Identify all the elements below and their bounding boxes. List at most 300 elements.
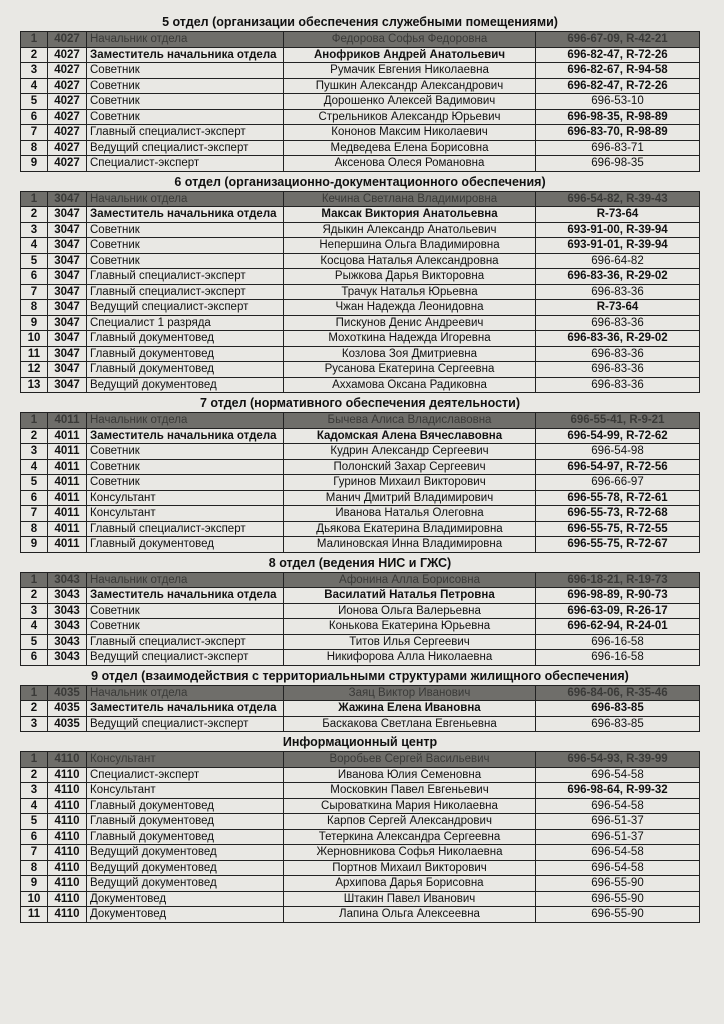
position-cell: Главный документовед (87, 798, 284, 814)
full-name-cell: Ионова Ольга Валерьевна (284, 603, 536, 619)
room-code-cell: 3047 (48, 331, 87, 347)
table-row (21, 829, 700, 845)
full-name-cell: Конькова Екатерина Юрьевна (284, 619, 536, 635)
table-row (21, 377, 700, 393)
phone-cell: 696-83-36 (536, 284, 700, 300)
position-cell: Консультант (87, 490, 284, 506)
table-row (21, 253, 700, 269)
phone-cell: 696-53-10 (536, 94, 700, 110)
room-code-cell: 4110 (48, 907, 87, 923)
full-name-cell: Аксенова Олеся Романовна (284, 156, 536, 172)
position-cell: Советник (87, 78, 284, 94)
full-name-cell: Козлова Зоя Дмитриевна (284, 346, 536, 362)
row-number-cell: 3 (21, 222, 48, 238)
table-row (21, 572, 700, 588)
table-row (21, 475, 700, 491)
phone-cell: 696-98-35, R-98-89 (536, 109, 700, 125)
position-cell: Консультант (87, 752, 284, 768)
table-row (21, 63, 700, 79)
row-number-cell: 7 (21, 506, 48, 522)
phone-cell: 696-83-36 (536, 377, 700, 393)
row-number-cell: 2 (21, 428, 48, 444)
room-code-cell: 3047 (48, 253, 87, 269)
room-code-cell: 4110 (48, 798, 87, 814)
row-number-cell: 4 (21, 619, 48, 635)
phone-cell: 696-54-58 (536, 845, 700, 861)
room-code-cell: 4110 (48, 860, 87, 876)
row-number-cell: 5 (21, 94, 48, 110)
table-row (21, 207, 700, 223)
table-row (21, 222, 700, 238)
room-code-cell: 3047 (48, 284, 87, 300)
section-table (20, 31, 700, 172)
phone-cell: 696-54-93, R-39-99 (536, 752, 700, 768)
phone-cell: 696-55-75, R-72-67 (536, 537, 700, 553)
room-code-cell: 3047 (48, 222, 87, 238)
phone-cell: 696-67-09, R-42-21 (536, 32, 700, 48)
table-row (21, 521, 700, 537)
position-cell: Специалист-эксперт (87, 156, 284, 172)
table-row (21, 362, 700, 378)
full-name-cell: Кудрин Александр Сергеевич (284, 444, 536, 460)
room-code-cell: 4110 (48, 829, 87, 845)
phone-cell: 696-55-41, R-9-21 (536, 413, 700, 429)
full-name-cell: Штакин Павел Иванович (284, 891, 536, 907)
phone-cell: 696-82-47, R-72-26 (536, 47, 700, 63)
row-number-cell: 6 (21, 109, 48, 125)
full-name-cell: Стрельников Александр Юрьевич (284, 109, 536, 125)
phone-cell: 696-64-82 (536, 253, 700, 269)
room-code-cell: 4011 (48, 428, 87, 444)
row-number-cell: 2 (21, 207, 48, 223)
table-row (21, 845, 700, 861)
row-number-cell: 8 (21, 300, 48, 316)
full-name-cell: Портнов Михаил Викторович (284, 860, 536, 876)
phone-cell: 696-84-06, R-35-46 (536, 685, 700, 701)
phone-cell: R-73-64 (536, 207, 700, 223)
room-code-cell: 4110 (48, 814, 87, 830)
phone-cell: R-73-64 (536, 300, 700, 316)
table-row (21, 156, 700, 172)
section-table (20, 572, 700, 666)
phone-cell: 696-83-36 (536, 362, 700, 378)
full-name-cell: Ядыкин Александр Анатольевич (284, 222, 536, 238)
full-name-cell: Чжан Надежда Леонидовна (284, 300, 536, 316)
table-row (21, 685, 700, 701)
position-cell: Заместитель начальника отдела (87, 47, 284, 63)
row-number-cell: 1 (21, 191, 48, 207)
full-name-cell: Иванова Наталья Олеговна (284, 506, 536, 522)
row-number-cell: 8 (21, 521, 48, 537)
position-cell: Ведущий специалист-эксперт (87, 716, 284, 732)
full-name-cell: Никифорова Алла Николаевна (284, 650, 536, 666)
row-number-cell: 6 (21, 269, 48, 285)
position-cell: Советник (87, 253, 284, 269)
full-name-cell: Афонина Алла Борисовна (284, 572, 536, 588)
full-name-cell: Кононов Максим Николаевич (284, 125, 536, 141)
row-number-cell: 2 (21, 588, 48, 604)
table-row (21, 191, 700, 207)
phone-cell: 696-18-21, R-19-73 (536, 572, 700, 588)
phone-cell: 696-83-71 (536, 140, 700, 156)
full-name-cell: Дьякова Екатерина Владимировна (284, 521, 536, 537)
phone-cell: 696-51-37 (536, 814, 700, 830)
phone-cell: 696-54-97, R-72-56 (536, 459, 700, 475)
full-name-cell: Косцова Наталья Александровна (284, 253, 536, 269)
room-code-cell: 3047 (48, 300, 87, 316)
position-cell: Главный документовед (87, 814, 284, 830)
position-cell: Ведущий специалист-эксперт (87, 650, 284, 666)
table-row (21, 860, 700, 876)
phone-cell: 696-55-90 (536, 876, 700, 892)
phone-cell: 696-83-70, R-98-89 (536, 125, 700, 141)
row-number-cell: 7 (21, 845, 48, 861)
room-code-cell: 3047 (48, 207, 87, 223)
row-number-cell: 4 (21, 459, 48, 475)
row-number-cell: 7 (21, 125, 48, 141)
full-name-cell: Воробьев Сергей Васильевич (284, 752, 536, 768)
position-cell: Главный документовед (87, 537, 284, 553)
row-number-cell: 10 (21, 891, 48, 907)
row-number-cell: 1 (21, 752, 48, 768)
table-row (21, 490, 700, 506)
table-row (21, 907, 700, 923)
row-number-cell: 6 (21, 829, 48, 845)
full-name-cell: Максак Виктория Анатольевна (284, 207, 536, 223)
position-cell: Заместитель начальника отдела (87, 701, 284, 717)
phone-cell: 696-98-89, R-90-73 (536, 588, 700, 604)
phone-cell: 696-62-94, R-24-01 (536, 619, 700, 635)
position-cell: Главный специалист-эксперт (87, 284, 284, 300)
room-code-cell: 4027 (48, 156, 87, 172)
position-cell: Начальник отдела (87, 191, 284, 207)
table-row (21, 346, 700, 362)
full-name-cell: Заяц Виктор Иванович (284, 685, 536, 701)
position-cell: Главный документовед (87, 346, 284, 362)
room-code-cell: 3043 (48, 603, 87, 619)
position-cell: Советник (87, 603, 284, 619)
position-cell: Ведущий документовед (87, 860, 284, 876)
room-code-cell: 4011 (48, 459, 87, 475)
full-name-cell: Жерновникова Софья Николаевна (284, 845, 536, 861)
row-number-cell: 2 (21, 701, 48, 717)
table-row (21, 603, 700, 619)
phone-cell: 696-54-82, R-39-43 (536, 191, 700, 207)
full-name-cell: Жажина Елена Ивановна (284, 701, 536, 717)
table-row (21, 300, 700, 316)
full-name-cell: Лапина Ольга Алексеевна (284, 907, 536, 923)
full-name-cell: Мохоткина Надежда Игоревна (284, 331, 536, 347)
position-cell: Специалист 1 разряда (87, 315, 284, 331)
table-row (21, 767, 700, 783)
full-name-cell: Непершина Ольга Владимировна (284, 238, 536, 254)
full-name-cell: Кечина Светлана Владимировна (284, 191, 536, 207)
full-name-cell: Анофриков Андрей Анатольевич (284, 47, 536, 63)
row-number-cell: 7 (21, 284, 48, 300)
full-name-cell: Русанова Екатерина Сергеевна (284, 362, 536, 378)
table-row (21, 269, 700, 285)
position-cell: Консультант (87, 506, 284, 522)
room-code-cell: 4027 (48, 125, 87, 141)
room-code-cell: 3047 (48, 191, 87, 207)
phone-directory-document (20, 14, 700, 925)
phone-cell: 696-54-99, R-72-62 (536, 428, 700, 444)
position-cell: Начальник отдела (87, 685, 284, 701)
table-row (21, 315, 700, 331)
phone-cell: 696-55-78, R-72-61 (536, 490, 700, 506)
room-code-cell: 4110 (48, 845, 87, 861)
table-row (21, 444, 700, 460)
room-code-cell: 4110 (48, 891, 87, 907)
full-name-cell: Медведева Елена Борисовна (284, 140, 536, 156)
full-name-cell: Сыроваткина Мария Николаевна (284, 798, 536, 814)
row-number-cell: 6 (21, 650, 48, 666)
room-code-cell: 3043 (48, 650, 87, 666)
room-code-cell: 3047 (48, 377, 87, 393)
row-number-cell: 3 (21, 63, 48, 79)
room-code-cell: 3047 (48, 362, 87, 378)
room-code-cell: 3043 (48, 572, 87, 588)
table-row (21, 650, 700, 666)
full-name-cell: Манич Дмитрий Владимирович (284, 490, 536, 506)
full-name-cell: Аххамова Оксана Радиковна (284, 377, 536, 393)
position-cell: Начальник отдела (87, 32, 284, 48)
section-title: 5 отдел (организации обеспечения служебными помещениями) (162, 15, 558, 29)
table-row (21, 716, 700, 732)
phone-cell: 696-98-64, R-99-32 (536, 783, 700, 799)
phone-cell: 693-91-00, R-39-94 (536, 222, 700, 238)
section-title: Информационный центр (282, 735, 438, 749)
table-row (21, 428, 700, 444)
table-row (21, 78, 700, 94)
row-number-cell: 1 (21, 685, 48, 701)
room-code-cell: 3047 (48, 346, 87, 362)
full-name-cell: Кадомская Алена Вячеславовна (284, 428, 536, 444)
room-code-cell: 4011 (48, 444, 87, 460)
row-number-cell: 9 (21, 315, 48, 331)
table-row (21, 331, 700, 347)
position-cell: Ведущий документовед (87, 876, 284, 892)
room-code-cell: 4027 (48, 32, 87, 48)
position-cell: Консультант (87, 783, 284, 799)
full-name-cell: Гуринов Михаил Викторович (284, 475, 536, 491)
position-cell: Главный специалист-эксперт (87, 125, 284, 141)
phone-cell: 696-55-73, R-72-68 (536, 506, 700, 522)
phone-cell: 696-55-90 (536, 907, 700, 923)
full-name-cell: Трачук Наталья Юрьевна (284, 284, 536, 300)
phone-cell: 696-54-58 (536, 798, 700, 814)
full-name-cell: Рыжкова Дарья Викторовна (284, 269, 536, 285)
row-number-cell: 11 (21, 907, 48, 923)
section-table (20, 751, 700, 923)
table-row (21, 814, 700, 830)
section-table (20, 412, 700, 553)
position-cell: Начальник отдела (87, 572, 284, 588)
room-code-cell: 3047 (48, 315, 87, 331)
room-code-cell: 4110 (48, 752, 87, 768)
table-row (21, 140, 700, 156)
full-name-cell: Пушкин Александр Александрович (284, 78, 536, 94)
row-number-cell: 5 (21, 814, 48, 830)
full-name-cell: Архипова Дарья Борисовна (284, 876, 536, 892)
row-number-cell: 3 (21, 716, 48, 732)
table-row (21, 125, 700, 141)
table-row (21, 32, 700, 48)
phone-cell: 696-83-36, R-29-02 (536, 269, 700, 285)
phone-cell: 696-82-67, R-94-58 (536, 63, 700, 79)
room-code-cell: 4035 (48, 701, 87, 717)
table-row (21, 238, 700, 254)
full-name-cell: Василатий Наталья Петровна (284, 588, 536, 604)
table-row (21, 752, 700, 768)
room-code-cell: 4027 (48, 94, 87, 110)
row-number-cell: 5 (21, 253, 48, 269)
table-row (21, 109, 700, 125)
table-row (21, 413, 700, 429)
section-title: 7 отдел (нормативного обеспечения деятельности) (199, 396, 520, 410)
position-cell: Советник (87, 94, 284, 110)
full-name-cell: Дорошенко Алексей Вадимович (284, 94, 536, 110)
row-number-cell: 3 (21, 783, 48, 799)
phone-cell: 696-51-37 (536, 829, 700, 845)
table-row (21, 588, 700, 604)
row-number-cell: 11 (21, 346, 48, 362)
full-name-cell: Баскакова Светлана Евгеньевна (284, 716, 536, 732)
full-name-cell: Румачик Евгения Николаевна (284, 63, 536, 79)
position-cell: Главный специалист-эксперт (87, 634, 284, 650)
row-number-cell: 4 (21, 238, 48, 254)
row-number-cell: 6 (21, 490, 48, 506)
row-number-cell: 1 (21, 572, 48, 588)
row-number-cell: 13 (21, 377, 48, 393)
phone-cell: 696-55-75, R-72-55 (536, 521, 700, 537)
row-number-cell: 5 (21, 634, 48, 650)
table-row (21, 619, 700, 635)
row-number-cell: 12 (21, 362, 48, 378)
phone-cell: 693-91-01, R-39-94 (536, 238, 700, 254)
position-cell: Начальник отдела (87, 413, 284, 429)
position-cell: Заместитель начальника отдела (87, 428, 284, 444)
position-cell: Заместитель начальника отдела (87, 588, 284, 604)
position-cell: Документовед (87, 891, 284, 907)
row-number-cell: 9 (21, 537, 48, 553)
full-name-cell: Титов Илья Сергеевич (284, 634, 536, 650)
position-cell: Советник (87, 109, 284, 125)
table-row (21, 783, 700, 799)
table-row (21, 284, 700, 300)
phone-cell: 696-83-36, R-29-02 (536, 331, 700, 347)
phone-cell: 696-83-85 (536, 701, 700, 717)
room-code-cell: 4011 (48, 475, 87, 491)
position-cell: Специалист-эксперт (87, 767, 284, 783)
phone-cell: 696-83-36 (536, 315, 700, 331)
table-row (21, 701, 700, 717)
table-row (21, 537, 700, 553)
full-name-cell: Иванова Юлия Семеновна (284, 767, 536, 783)
phone-cell: 696-54-58 (536, 767, 700, 783)
table-row (21, 876, 700, 892)
position-cell: Советник (87, 238, 284, 254)
full-name-cell: Тетеркина Александра Сергеевна (284, 829, 536, 845)
room-code-cell: 4027 (48, 47, 87, 63)
row-number-cell: 9 (21, 876, 48, 892)
phone-cell: 696-83-85 (536, 716, 700, 732)
full-name-cell: Федорова Софья Федоровна (284, 32, 536, 48)
position-cell: Главный специалист-эксперт (87, 521, 284, 537)
room-code-cell: 3043 (48, 619, 87, 635)
row-number-cell: 1 (21, 413, 48, 429)
phone-cell: 696-83-36 (536, 346, 700, 362)
row-number-cell: 4 (21, 78, 48, 94)
room-code-cell: 4011 (48, 490, 87, 506)
position-cell: Ведущий документовед (87, 845, 284, 861)
section-table (20, 191, 700, 394)
phone-cell: 696-16-58 (536, 634, 700, 650)
table-row (21, 47, 700, 63)
full-name-cell: Московкин Павел Евгеньевич (284, 783, 536, 799)
position-cell: Ведущий документовед (87, 377, 284, 393)
row-number-cell: 8 (21, 860, 48, 876)
table-row (21, 891, 700, 907)
row-number-cell: 1 (21, 32, 48, 48)
row-number-cell: 8 (21, 140, 48, 156)
row-number-cell: 3 (21, 444, 48, 460)
row-number-cell: 9 (21, 156, 48, 172)
position-cell: Ведущий специалист-эксперт (87, 140, 284, 156)
full-name-cell: Бычева Алиса Владиславовна (284, 413, 536, 429)
position-cell: Советник (87, 619, 284, 635)
position-cell: Советник (87, 222, 284, 238)
full-name-cell: Полонский Захар Сергеевич (284, 459, 536, 475)
room-code-cell: 4011 (48, 537, 87, 553)
position-cell: Ведущий специалист-эксперт (87, 300, 284, 316)
full-name-cell: Пискунов Денис Андреевич (284, 315, 536, 331)
row-number-cell: 2 (21, 47, 48, 63)
section-table (20, 685, 700, 733)
room-code-cell: 4035 (48, 685, 87, 701)
full-name-cell: Карпов Сергей Александрович (284, 814, 536, 830)
room-code-cell: 3047 (48, 238, 87, 254)
position-cell: Главный документовед (87, 829, 284, 845)
room-code-cell: 4011 (48, 506, 87, 522)
phone-cell: 696-82-47, R-72-26 (536, 78, 700, 94)
position-cell: Советник (87, 459, 284, 475)
table-row (21, 634, 700, 650)
room-code-cell: 3043 (48, 588, 87, 604)
row-number-cell: 2 (21, 767, 48, 783)
section-title: 8 отдел (ведения НИС и ГЖС) (268, 555, 452, 570)
position-cell: Советник (87, 475, 284, 491)
phone-cell: 696-54-98 (536, 444, 700, 460)
row-number-cell: 3 (21, 603, 48, 619)
room-code-cell: 4027 (48, 78, 87, 94)
position-cell: Документовед (87, 907, 284, 923)
section-title: 6 отдел (организационно-документационного обеспечения) (174, 174, 546, 189)
phone-cell: 696-55-90 (536, 891, 700, 907)
table-row (21, 798, 700, 814)
position-cell: Главный документовед (87, 362, 284, 378)
phone-cell: 696-54-58 (536, 860, 700, 876)
room-code-cell: 3043 (48, 634, 87, 650)
phone-cell: 696-98-35 (536, 156, 700, 172)
room-code-cell: 4027 (48, 140, 87, 156)
room-code-cell: 3047 (48, 269, 87, 285)
table-row (21, 94, 700, 110)
phone-cell: 696-16-58 (536, 650, 700, 666)
room-code-cell: 4011 (48, 413, 87, 429)
room-code-cell: 4110 (48, 876, 87, 892)
table-row (21, 459, 700, 475)
